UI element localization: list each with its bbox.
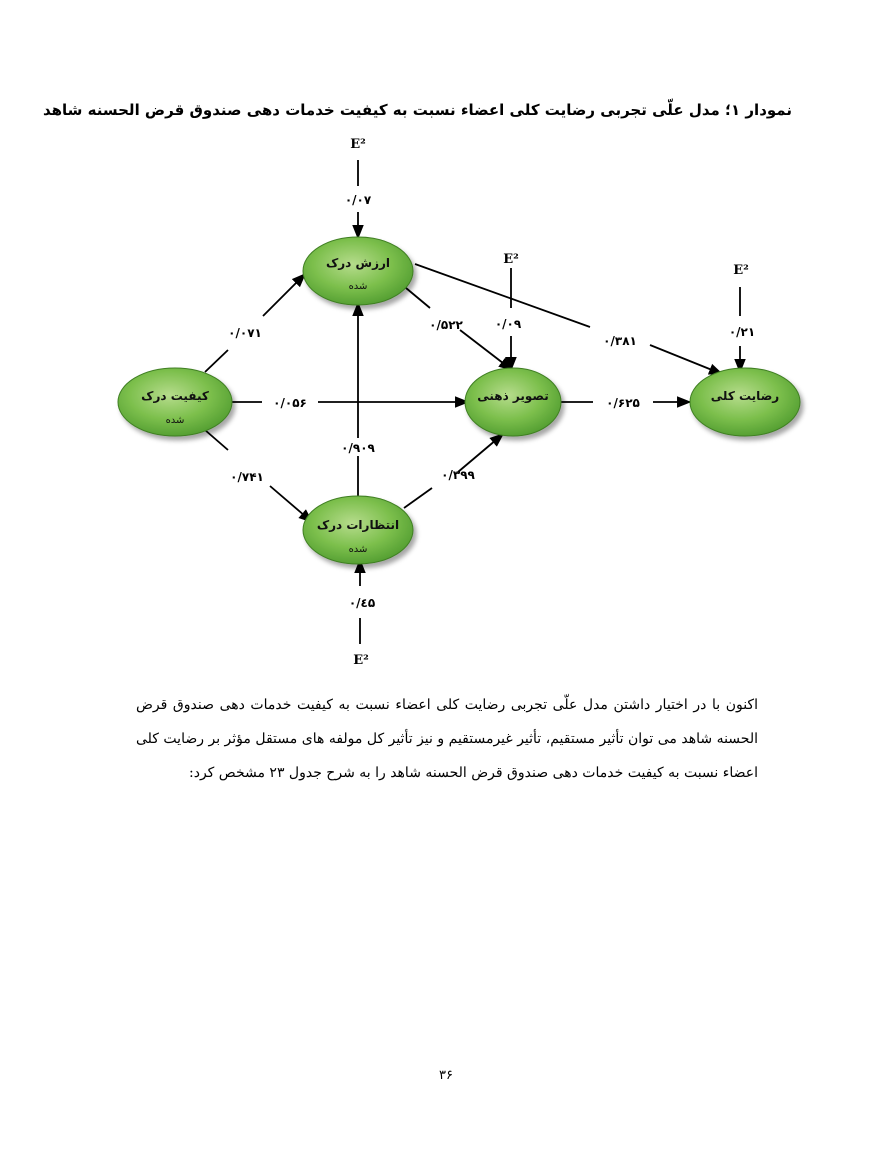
node-quality-label: کیفیت درک [141,389,209,403]
coef-quality-image: ۰/۰۵۶ [273,396,307,410]
node-image [465,368,561,436]
figure-caption: نمودار ۱؛ مدل علّی تجربی رضایت کلی اعضاء نسبت به کیفیت خدمات دهی صندوق قرض الحسنه شاهد [42,101,792,119]
coef-expect-image: ۰/۳۹۹ [441,468,475,482]
page-number: ۳۶ [439,1068,453,1083]
coef-expect-value: ۰/۹۰۹ [341,441,375,455]
coef-quality-expect: ۰/۷۴۱ [230,470,264,484]
coef-e-satisfaction: ۰/۲۱ [728,325,756,339]
path-diagram [0,130,892,670]
path-quality-value [205,274,305,372]
coef-e-value: ۰/۰۷ [344,193,372,207]
coef-image-satisfaction: ۰/۶۲۵ [606,396,640,410]
node-image-label: تصویر ذهنی [477,389,549,403]
node-value-sublabel: شده [348,281,368,292]
coef-quality-value: ۰/۰۷۱ [228,326,262,340]
node-expect-label: انتظارات درک [316,518,400,532]
coef-e-image: ۰/۰۹ [494,317,522,331]
error-label-expect: E² [353,653,369,668]
node-satisfaction-label: رضایت کلی [710,389,780,403]
node-satisfaction [690,368,800,436]
node-value [303,237,413,305]
node-expect [303,496,413,564]
coef-value-image: ۰/۵۲۲ [429,318,463,332]
node-value-label: ارزش درک [325,256,391,270]
coef-e-expect: ۰/٤۵ [348,596,376,610]
node-expect-sublabel: شده [348,544,368,555]
coef-value-satisfaction: ۰/۳۸۱ [603,334,637,348]
error-label-image: E² [503,252,519,267]
node-quality-sublabel: شده [165,415,185,426]
error-label-value: E² [350,137,366,152]
error-label-satisfaction: E² [733,263,749,278]
body-paragraph: اکنون با در اختیار داشتن مدل علّی تجربی رضایت کلی اعضاء نسبت به کیفیت خدمات دهی صندوق قرض الحسنه شاهد می توان تأثیر مستقیم، تأثیر غیرمستقیم و نیز تأثیر کل مولفه های مستقل مؤثر بر رضایت کلی اعضاء نسبت به کیفیت خدمات دهی صندوق قرض الحسنه شاهد را به شرح جدول ۲۳ مشخص کرد: [136,697,758,781]
node-quality [118,368,232,436]
